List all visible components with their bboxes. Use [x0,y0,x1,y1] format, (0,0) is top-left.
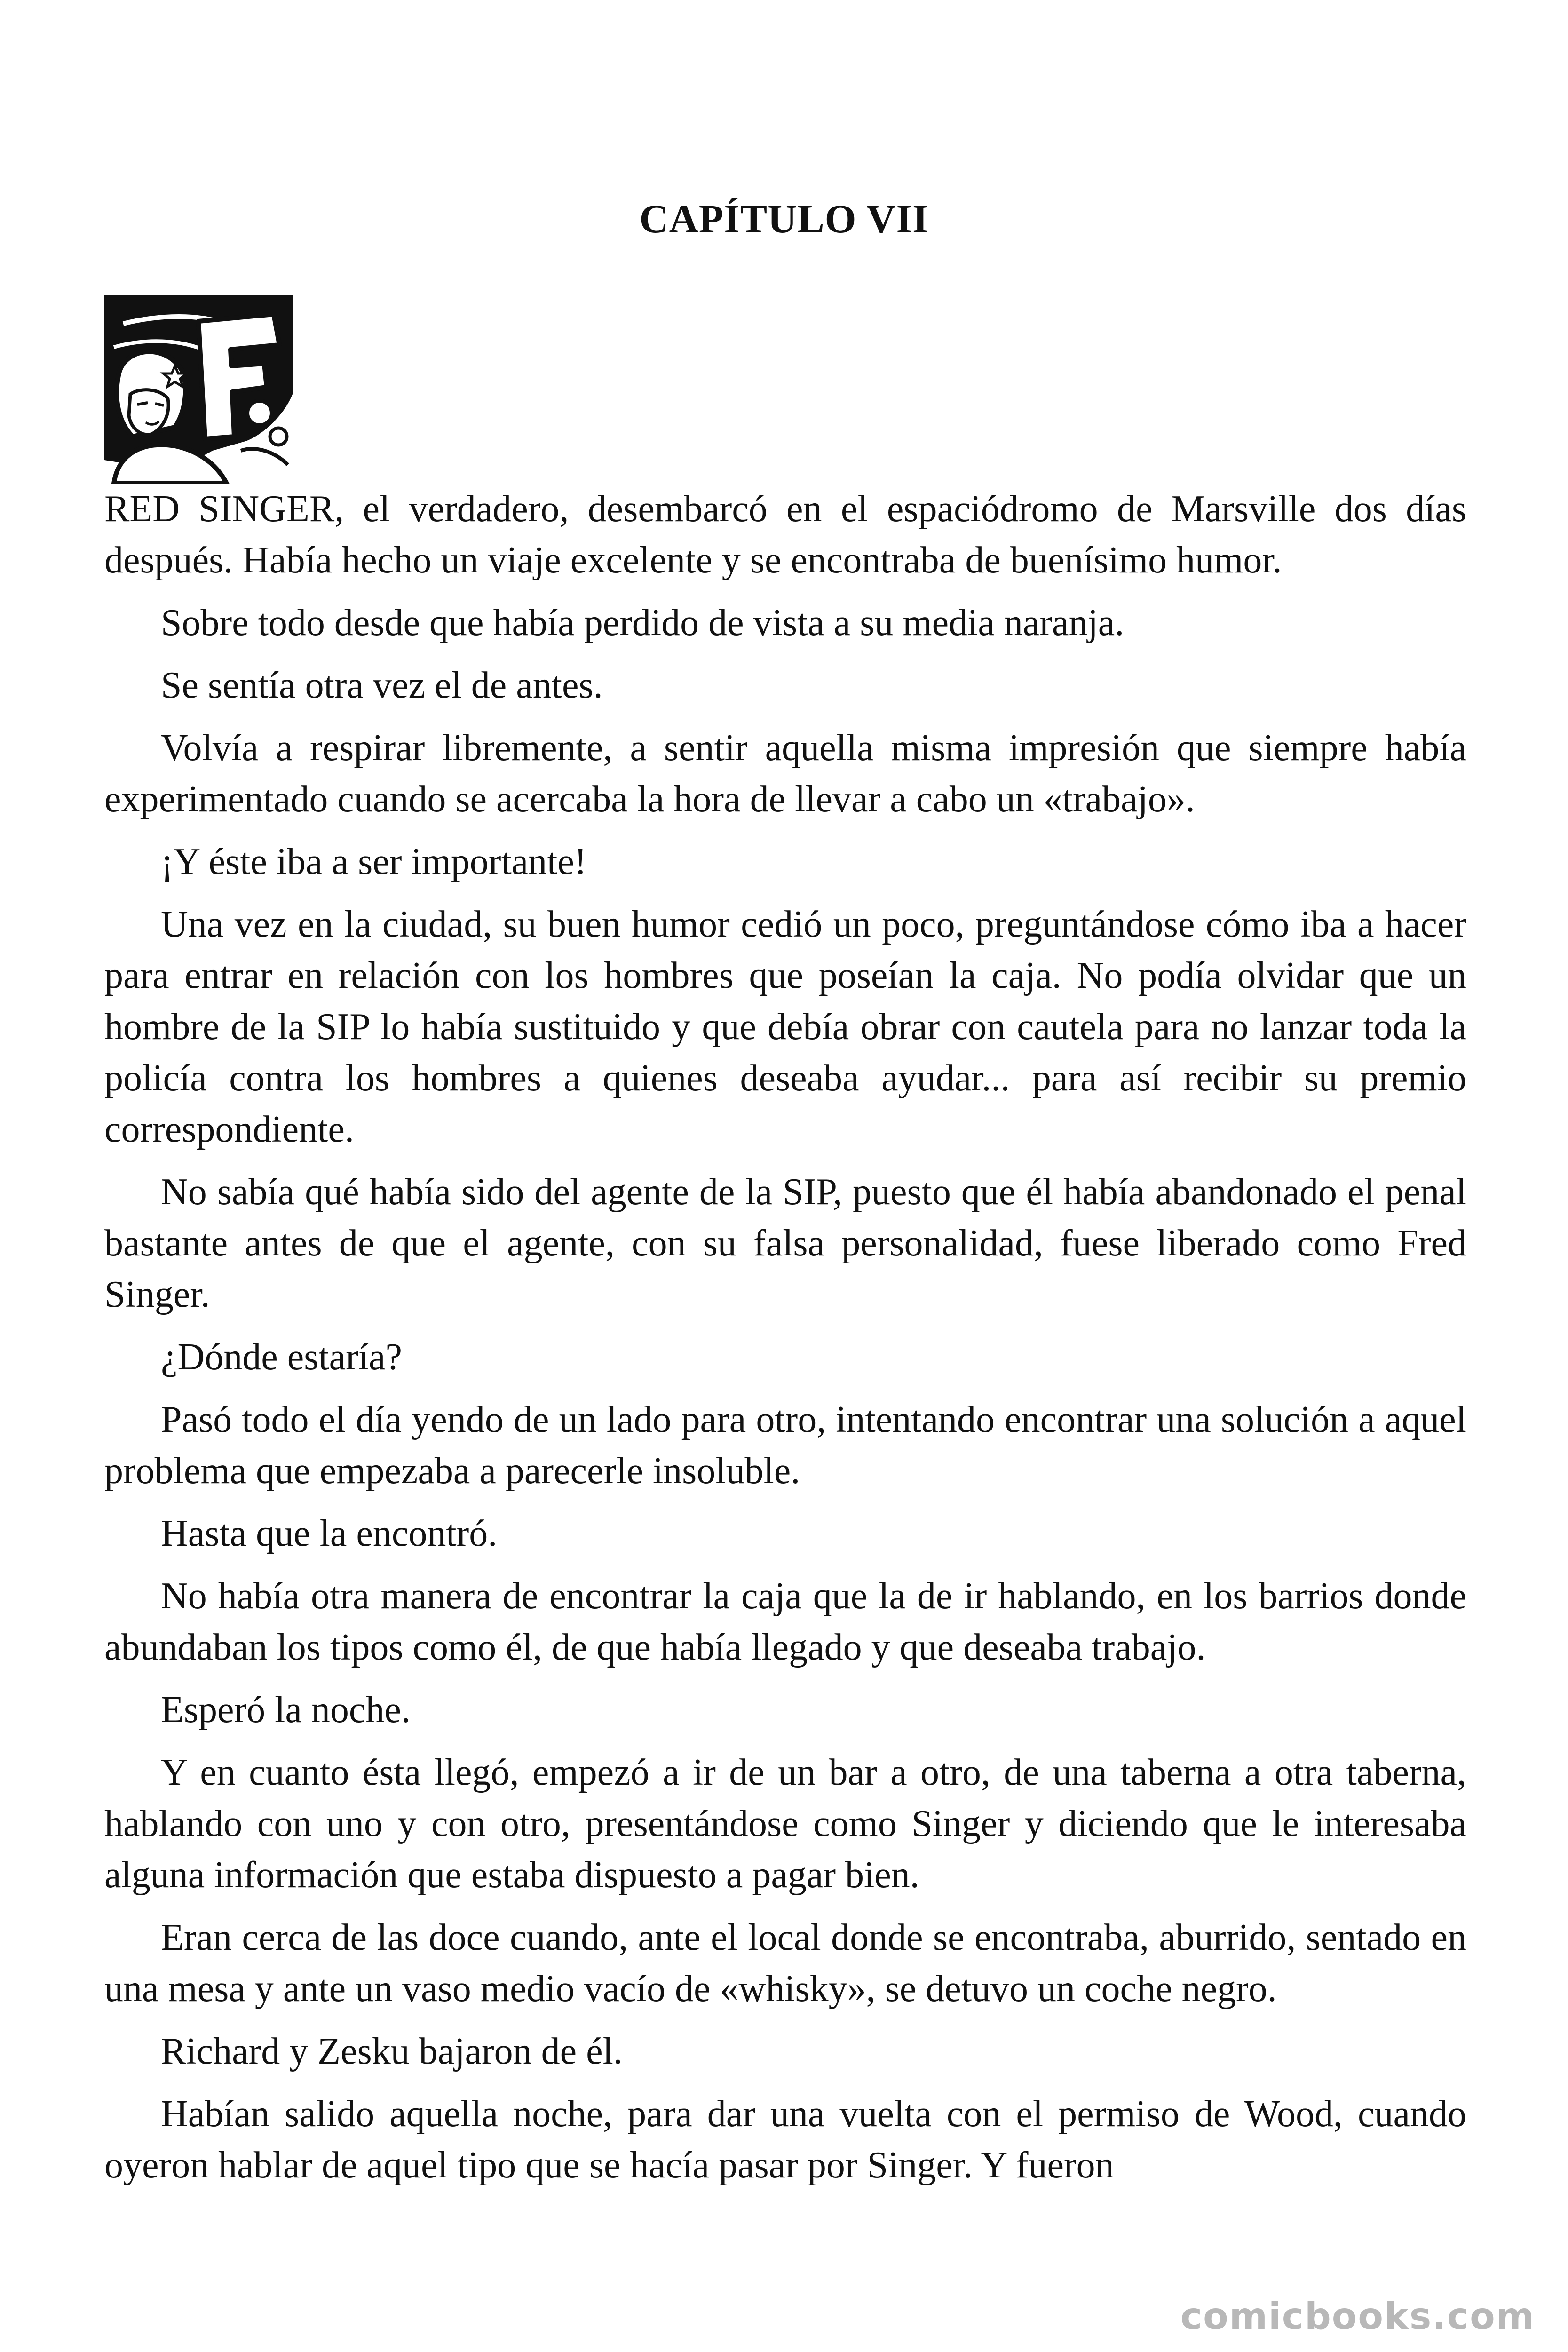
watermark: comicbooks.com [1180,2296,1535,2338]
paragraph: Eran cerca de las doce cuando, ante el local donde se encontraba, aburrido, sentado en una mesa y ante un vaso medio vacío de «whisky», se detuvo un coche negro. [104,1917,1466,2010]
paragraph: Una vez en la ciudad, su buen humor cedió un poco, preguntándose cómo iba a hacer para entrar en relación con los hombres que poseían la caja. No podía olvidar que un hombre de la SIP lo había sustituido y que debía obrar con cautela para no lanzar toda la policía contra los hombres a quienes deseaba ayudar... para así recibir su premio correspondiente. [104,904,1466,1150]
chapter-title: CAPÍTULO VII [639,196,929,241]
paragraph: RED SINGER, el verdadero, desembarcó en el espaciódromo de Marsville dos días después. Había hecho un viaje excelente y se encontraba de buenísimo humor. [104,488,1466,581]
astronaut-initial-illustration-icon [104,295,293,484]
paragraph: ¿Dónde estaría? [161,1336,403,1378]
paragraph: ¡Y éste iba a ser importante! [161,841,587,882]
paragraph: Volvía a respirar libremente, a sentir aquella misma impresión que siempre había experimentado cuando se acercaba la hora de llevar a cabo un «trabajo». [104,727,1466,820]
paragraph: Sobre todo desde que había perdido de vista a su media naranja. [161,602,1125,644]
paragraph: Pasó todo el día yendo de un lado para otro, intentando encontrar una solución a aquel problema que empezaba a parecerle insoluble. [104,1399,1466,1492]
chapter-body [104,484,1466,2202]
paragraph: Se sentía otra vez el de antes. [161,665,603,706]
paragraph: Hasta que la encontró. [161,1513,498,1554]
paragraph: Y en cuanto ésta llegó, empezó a ir de un bar a otro, de una taberna a otra taberna, hablando con uno y con otro, presentándose como Singer y diciendo que le interesaba alguna información que estaba dispuesto a pagar bien. [104,1752,1466,1896]
paragraph: Habían salido aquella noche, para dar una vuelta con el permiso de Wood, cuando oyeron hablar de aquel tipo que se hacía pasar por Singer. Y fueron [104,2093,1466,2186]
paragraph: Richard y Zesku bajaron de él. [161,2031,623,2072]
paragraph: Esperó la noche. [161,1689,411,1731]
paragraph: No sabía qué había sido del agente de la SIP, puesto que él había abandonado el penal bastante antes de que el agente, con su falsa personalidad, fuese liberado como Fred Singer. [104,1171,1466,1315]
paragraph: No había otra manera de encontrar la caja que la de ir hablando, en los barrios donde abundaban los tipos como él, de que había llegado y que deseaba trabajo. [104,1575,1466,1668]
